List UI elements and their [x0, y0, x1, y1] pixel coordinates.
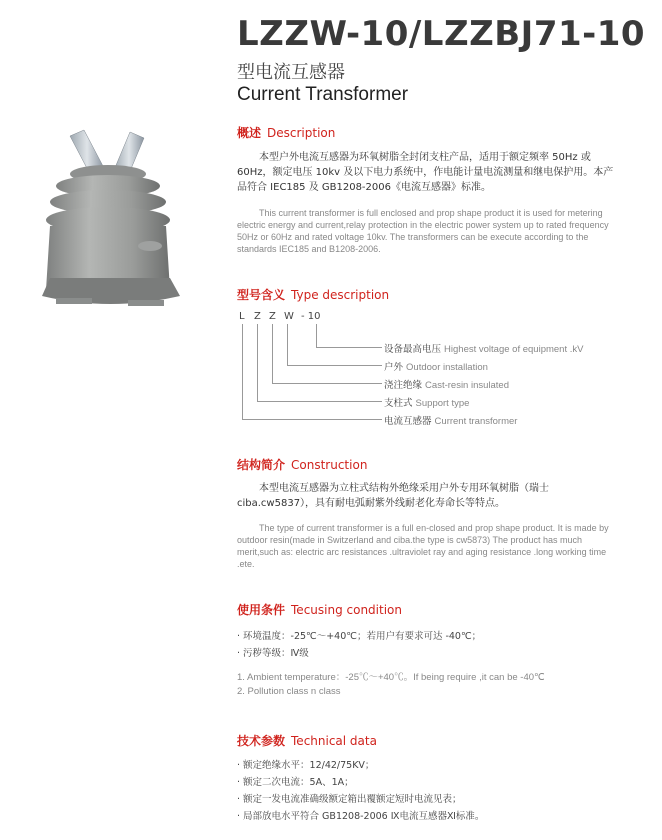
technical-heading-en: Technical data — [291, 734, 377, 748]
type-item: 浇注绝缘 Cast-resin insulated — [384, 380, 510, 391]
code-letter: W — [284, 311, 294, 322]
type-item: 电流互感器 Current transformer — [384, 416, 518, 427]
type-item: 户外 Outdoor installation — [384, 362, 488, 373]
description-heading-cn: 概述 — [237, 126, 262, 140]
condition-item: · 污秽等级：Ⅳ级 — [237, 648, 309, 659]
description-para-en: This current transformer is full enclosed and prop shape product it is used for metering electric energy and current,relay protection in the electric power system up to rated frequency 50Hz or 60Hz and rated voltage 10kv. The transformers can be execute according to the standards IEC185 and B1208-2006. — [237, 208, 609, 254]
description-heading-en: Description — [267, 126, 336, 140]
technical-heading-cn: 技术参数 — [237, 734, 286, 748]
construction-para-cn: 本型电流互感器为立柱式结构外绝缘采用户外专用环氧树脂（瑞士 ciba.cw5837），具有耐电弧耐紫外线耐老化寿命长等特点。 — [237, 483, 549, 509]
condition-item: · 环境温度：-25℃～+40℃；若用户有要求可达 -40℃； — [237, 631, 482, 642]
code-letter: - 10 — [301, 311, 321, 322]
condition-item-en: 2. Pollution class n class — [237, 686, 341, 697]
construction-para-en: The type of current transformer is a full en-closed and prop shape product. It is made by outdoor resin(made in Switzerland and ciba.the type is cw5873) The product has much merit,such as: electric arc resistances .ultraviolet ray and aging resistance .long working time .ete. — [237, 523, 609, 569]
conditions-heading — [237, 601, 402, 618]
title-chinese: 型电流互感器 — [237, 62, 345, 83]
product-image — [30, 128, 215, 328]
model-number: LZZW-10/LZZBJ71-10 — [237, 14, 646, 54]
type-heading-cn: 型号含义 — [237, 288, 286, 302]
type-heading-en: Type description — [291, 288, 390, 302]
construction-heading-en: Construction — [291, 458, 368, 472]
construction-heading-cn: 结构简介 — [237, 458, 286, 472]
technical-item: · 额定绝缘水平：12/42/75KV； — [237, 760, 375, 771]
title-english: Current Transformer — [237, 84, 409, 105]
technical-item: · 额定二次电流：5A、1A； — [237, 777, 354, 788]
technical-item: · 额定一发电流准确级额定箱出覆额定短时电流见表； — [237, 794, 462, 805]
condition-item-en: 1. Ambient temperature：-25℃～+40℃。If being require ,it can be -40℃ — [237, 672, 545, 683]
type-heading — [237, 286, 389, 303]
conditions-heading-en: Tecusing condition — [291, 603, 402, 617]
code-letter: L — [239, 311, 245, 322]
construction-heading — [237, 456, 367, 473]
technical-item: · 局部放电水平符合 GB1208-2006 Ⅸ电流互感器Ⅺ标准。 — [237, 811, 485, 822]
type-item: 支柱式 Support type — [384, 398, 470, 409]
conditions-heading-cn: 使用条件 — [237, 603, 286, 617]
code-letter: Z — [269, 311, 276, 322]
technical-heading — [237, 732, 377, 749]
type-item: 设备最高电压 Highest voltage of equipment .kV — [384, 344, 584, 355]
description-para-cn: 本型户外电流互感器为环氧树脂全封闭支柱产品，适用于额定频率 50Hz 或 60Hz，额定电压 10kv 及以下电力系统中，作电能计量电流测量和继电保护用。本产品符合 IEC185 及 GB1208-2006《电流互感器》标准。 — [237, 152, 614, 193]
code-letter: Z — [254, 311, 261, 322]
description-heading — [237, 124, 335, 141]
